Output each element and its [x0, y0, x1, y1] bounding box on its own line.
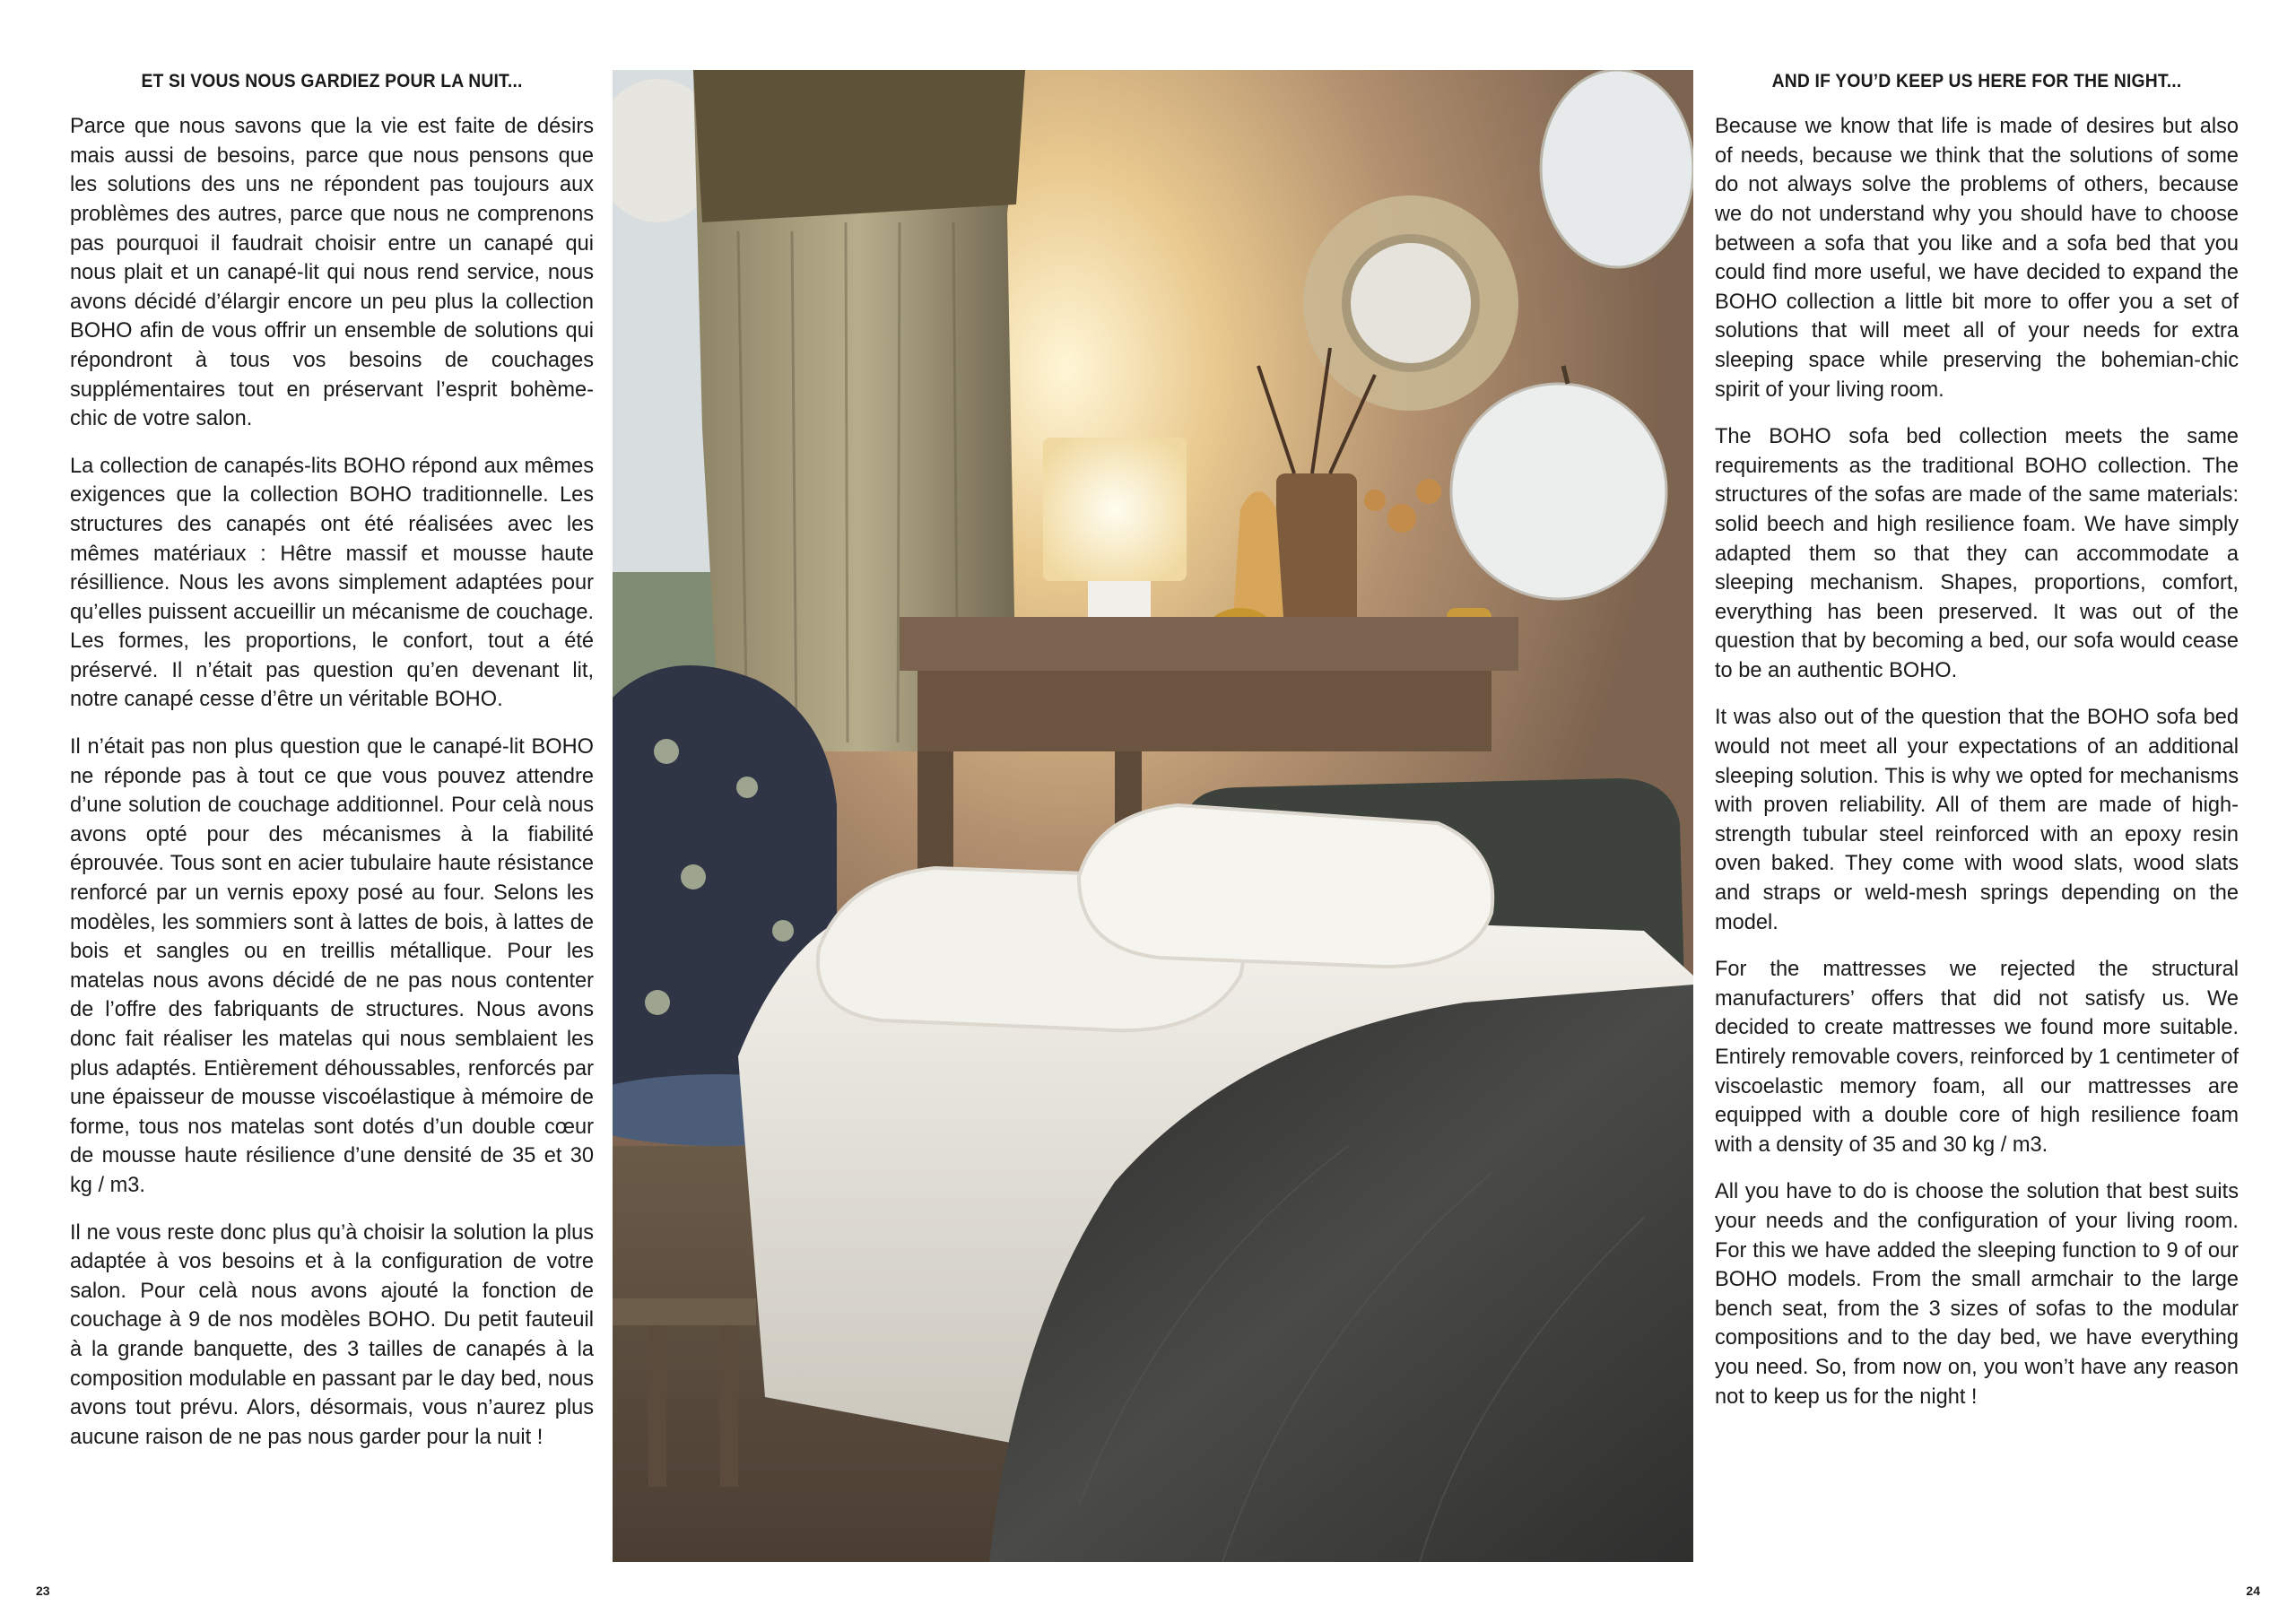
- left-column: [70, 70, 594, 1470]
- right-paragraph-3: It was also out of the question that the BOHO sofa bed would not meet all your expectations of an additional sleeping solution. This is why we opted for mechanisms with proven reliability. All of them are made of high-strength tubular steel reinforced with an epoxy resin oven baked. They come with wood slats, wood slats and straps or weld-mesh springs depending on the model.: [1715, 706, 2239, 934]
- page-number-left: 23: [36, 1584, 50, 1598]
- photo-illustration: [613, 70, 1693, 1562]
- right-paragraph-5: All you have to do is choose the solution that best suits your needs and the configuration of your living room. For this we have added the sleeping function to 9 of our BOHO models. From the small armchair to the large bench seat, from the 3 sizes of sofas to the modular compositions and to the day bed, we have everything you need. So, from now on, you won’t have any reason not to keep us for the night !: [1715, 1180, 2239, 1409]
- right-paragraph-2: The BOHO sofa bed collection meets the same requirements as the traditional BOHO collection. The structures of the sofas are made of the same materials: solid beech and high resilience foam. We have simply adapted them so that they can accommodate a sleeping mechanism. Shapes, proportions, comfort, everything has been preserved. It was out of the question that by becoming a bed, our sofa would cease to be an authentic BOHO.: [1715, 425, 2239, 682]
- left-paragraph-1: Parce que nous savons que la vie est faite de désirs mais aussi de besoins, parce que nous pensons que les solutions des uns ne répondent pas toujours aux problèmes des autres, parce que nous ne comprenons pas pourquoi il faudrait choisir entre un canapé qui nous plait et un canapé-lit qui nous rend service, nous avons décidé d’élargir encore un peu plus la collection BOHO afin de vous offrir un ensemble de solutions qui répondront à tous vos besoins de couchages supplémentaires tout en préservant l’esprit bohème-chic de votre salon.: [70, 115, 594, 431]
- right-heading: AND IF YOU’D KEEP US HERE FOR THE NIGHT...: [1771, 71, 2182, 91]
- left-paragraph-3: Il n’était pas non plus question que le canapé-lit BOHO ne réponde pas à tout ce que vous pouvez attendre d’une solution de couchage additionnel. Pour celà nous avons opté pour des mécanismes à la fiabilité éprouvée. Tous sont en acier tubulaire haute résistance renforcé par un vernis epoxy posé au four. Selons les modèles, les sommiers sont à lattes de bois, à lattes de bois et sangles ou en treillis métallique. Pour les matelas nous avons décidé de ne pas nous contenter de l’offre des fabriquants de structures. Nous avons donc fait réaliser les matelas qui nous semblaient les plus adaptés. Entièrement déhoussables, renforcés par une épaisseur de mousse viscoélastique à mémoire de forme, tous nos matelas sont dotés d’un double cœur de mousse haute résilience d’une densité de 35 et 30 kg / m3.: [70, 735, 594, 1197]
- left-paragraph-4: Il ne vous reste donc plus qu’à choisir la solution la plus adaptée à vos besoins et à la configuration de votre salon. Pour celà nous avons ajouté la fonction de couchage à 9 de nos modèles BOHO. Du petit fauteuil à la grande banquette, des 3 tailles de canapés à la composition modulable en passant par le day bed, nous avons tout prévu. Alors, désormais, vous n’aurez plus aucune raison de ne pas nous garder pour la nuit !: [70, 1220, 594, 1449]
- page-number-right: 24: [2246, 1584, 2260, 1598]
- right-paragraph-1: Because we know that life is made of desires but also of needs, because we think that the solutions of some do not always solve the problems of others, because we do not understand why you should have to choose between a sofa that you like and a sofa bed that you could find more useful, we have decided to expand the BOHO collection a little bit more to offer you a set of solutions that will meet all of your needs for extra sleeping space while preserving the bohemian-chic spirit of your living room.: [1715, 115, 2239, 402]
- right-paragraph-4: For the mattresses we rejected the structural manufacturers’ offers that did not satisfy us. We decided to create mattresses we found more suitable. Entirely removable covers, reinforced by 1 centimeter of viscoelastic memory foam, all our mattresses are equipped with a double core of high resilience foam with a density of 35 and 30 kg / m3.: [1715, 958, 2239, 1157]
- right-column: [1715, 70, 2239, 1429]
- left-paragraph-2: La collection de canapés-lits BOHO répond aux mêmes exigences que la collection BOHO traditionnelle. Les structures des canapés ont été réalisées avec les mêmes matériaux : Hêtre massif et mousse haute résillience. Nous les avons simplement adaptées pour qu’elles puissent accueillir un mécanisme de couchage. Les formes, les proportions, le confort, tout a été préservé. Il n’était pas question qu’en devenant lit, notre canapé cesse d’être un véritable BOHO.: [70, 454, 594, 712]
- sofa-bed-bedroom-photo: [613, 70, 1693, 1562]
- left-heading: ET SI VOUS NOUS GARDIEZ POUR LA NUIT...: [141, 71, 523, 91]
